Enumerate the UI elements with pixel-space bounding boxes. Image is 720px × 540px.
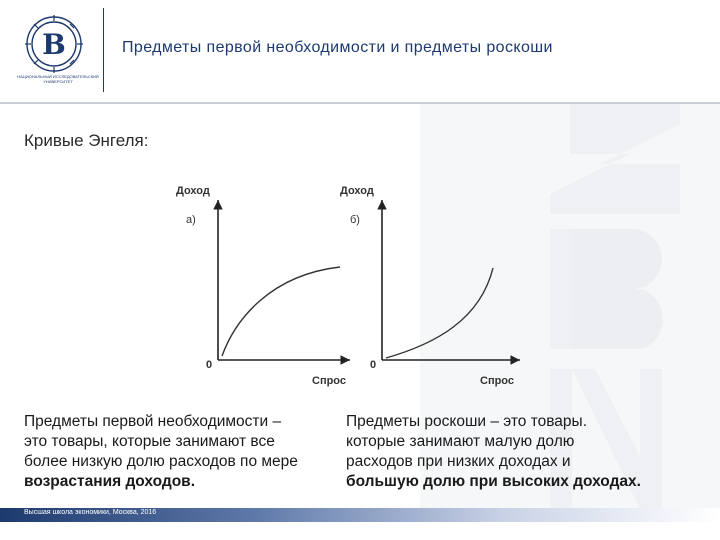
necessities-line-1: Предметы первой необходимости – — [24, 413, 282, 430]
logo-caption: НАЦИОНАЛЬНЫЙ ИССЛЕДОВАТЕЛЬСКИЙ УНИВЕРСИТЕТ — [17, 74, 99, 84]
luxury-line-2: которые занимают малую долю — [346, 433, 575, 450]
graph-b-panel-label: б) — [350, 214, 360, 226]
engel-curves-figure — [160, 170, 550, 395]
luxury-line-3: расходов при низких доходах и — [346, 453, 571, 470]
graph-a-origin-label: 0 — [206, 359, 213, 371]
necessities-line-3: более низкую долю расходов по мере — [24, 453, 298, 470]
graph-b-y-label: Доход — [340, 185, 374, 197]
slide-header — [0, 0, 720, 104]
necessities-line-4: возрастания доходов. — [24, 473, 196, 490]
footer-text: Высшая школа экономики, Москва, 2016 — [24, 509, 157, 516]
graph-a-y-label: Доход — [176, 185, 210, 197]
slide-title: Предметы первой необходимости и предметы роскоши — [122, 39, 553, 56]
luxury-line-4: большую долю при высоких доходах. — [346, 473, 641, 490]
slide-footer — [0, 508, 720, 522]
graph-a-x-label: Спрос — [312, 375, 346, 387]
graph-b — [340, 185, 520, 387]
necessities-definition — [24, 412, 354, 492]
subtitle: Кривые Энгеля: — [24, 131, 149, 150]
necessities-line-2: это товары, которые занимают все — [24, 433, 275, 450]
luxury-line-1: Предметы роскоши – это товары. — [346, 413, 587, 430]
header-divider — [103, 8, 104, 92]
graph-a-panel-label: а) — [186, 214, 196, 226]
graph-b-curve — [386, 268, 493, 358]
svg-text:В: В — [42, 28, 66, 61]
graph-a-curve — [222, 267, 340, 356]
luxury-definition — [346, 412, 676, 492]
graph-a — [176, 185, 350, 387]
graph-b-x-label: Спрос — [480, 375, 514, 387]
graph-b-origin-label: 0 — [370, 359, 377, 371]
